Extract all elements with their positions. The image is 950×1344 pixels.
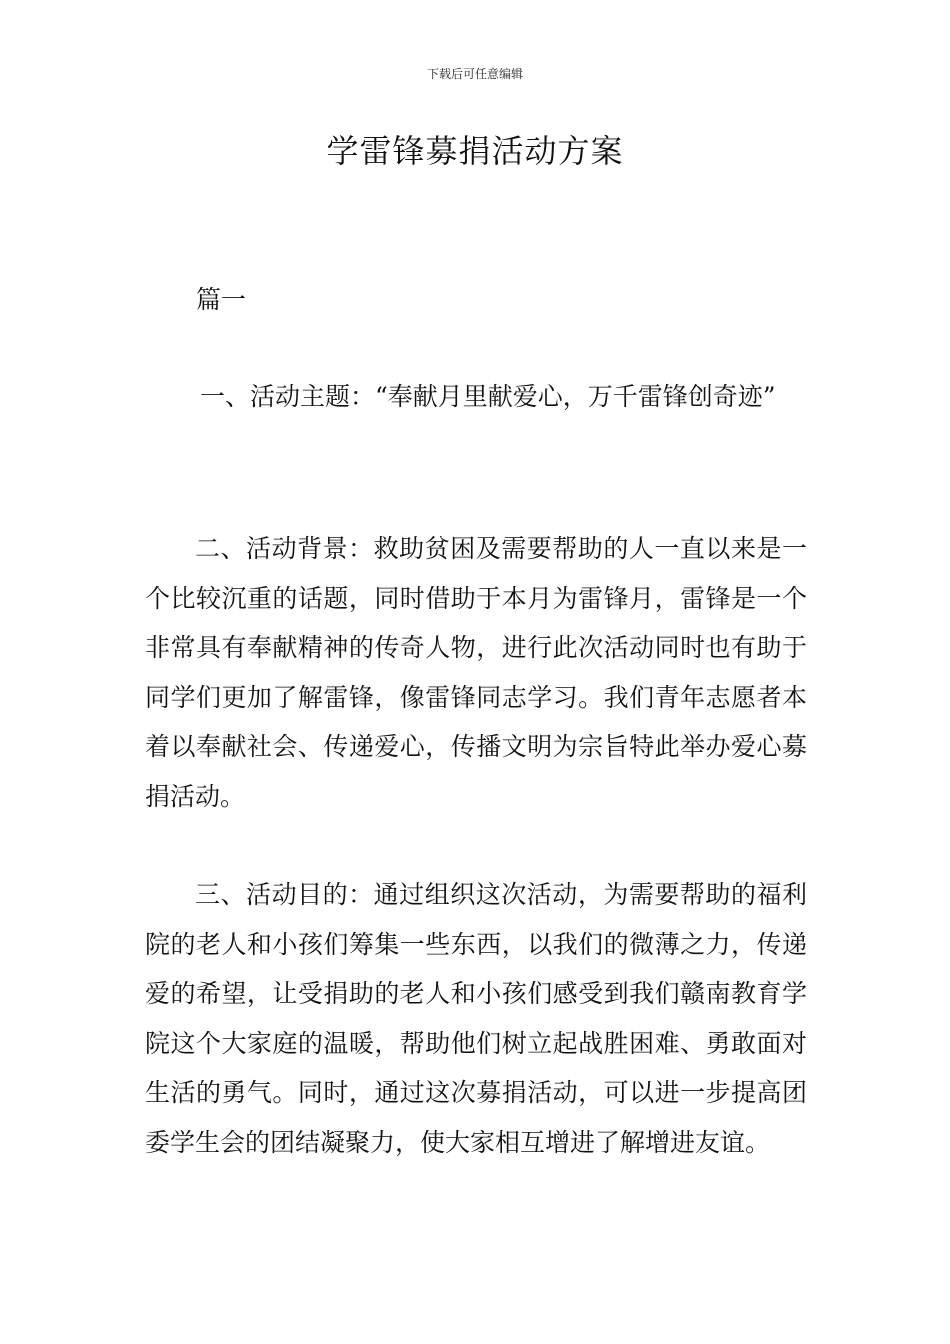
paragraph-block-background — [145, 524, 807, 821]
paragraph-purpose: 三、活动目的：通过组织这次活动，为需要帮助的福利院的老人和小孩们筹集一些东西，以我们的微薄之力，传递爱的希望，让受捐助的老人和小孩们感受到我们赣南教育学院这个大家庭的温暖，帮助他们树立起战胜困难、勇敢面对生活的勇气。同时，通过这次募捐活动，可以进一步提高团委学生会的团结凝聚力，使大家相互增进了解增进友谊。 — [145, 880, 807, 1157]
paragraph-block-theme — [145, 372, 807, 422]
section-label: 篇一 — [196, 285, 247, 314]
paragraph-theme: 一、活动主题：“奉献月里献爱心，万千雷锋创奇迹” — [200, 382, 776, 411]
document-title: 学雷锋募捐活动方案 — [326, 132, 624, 170]
paragraph-background: 二、活动背景：救助贫困及需要帮助的人一直以来是一个比较沉重的话题，同时借助于本月为雷锋月，雷锋是一个非常具有奉献精神的传奇人物，进行此次活动同时也有助于同学们更加了解雷锋，像雷锋同志学习。我们青年志愿者本着以奉献社会、传递爱心，传播文明为宗旨特此举办爱心募捐活动。 — [145, 534, 807, 811]
paragraph-block-purpose — [145, 870, 807, 1167]
header-note: 下载后可任意编辑 — [426, 67, 523, 81]
